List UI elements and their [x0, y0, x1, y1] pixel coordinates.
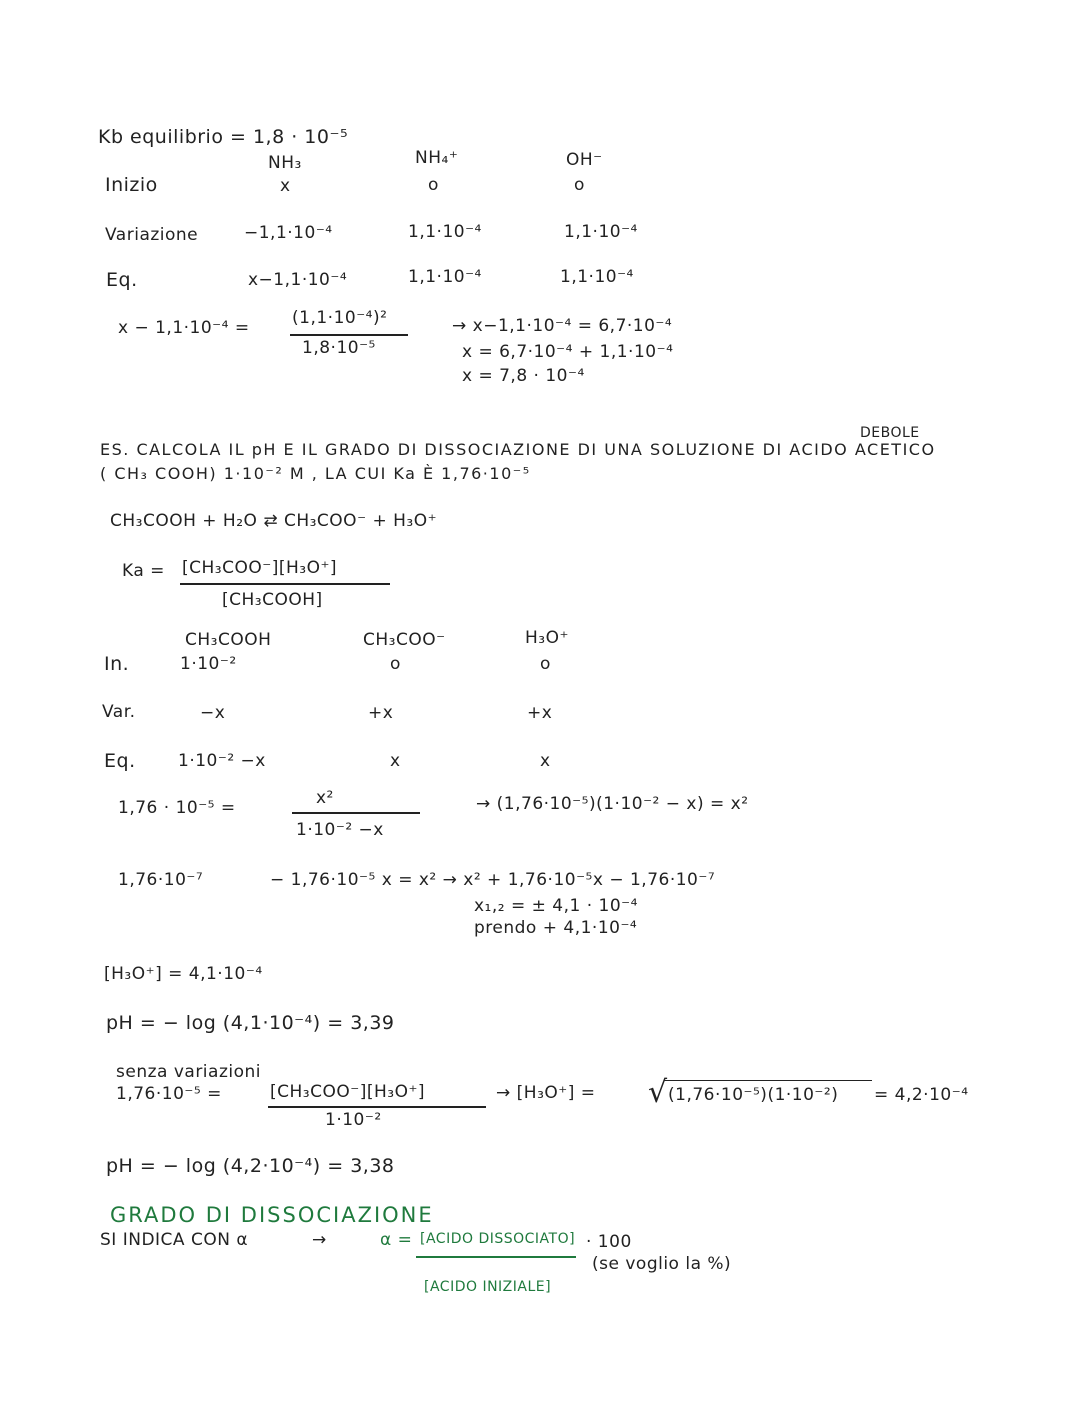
ka-lhs: Ka =	[122, 561, 165, 581]
inizio-nh3: x	[280, 176, 291, 196]
kb-fraction-bar	[290, 334, 408, 336]
in-ch3coo: o	[390, 654, 401, 674]
col-h3o: H₃O⁺	[525, 628, 569, 648]
exercise-line-1: ES. CALCOLA IL pH E IL GRADO DI DISSOCIAZIONE DI UNA SOLUZIONE DI ACIDO ACETICO	[100, 440, 936, 459]
kb-calc-denominator: 1,8·10⁻⁵	[302, 338, 376, 358]
eq-nh4: 1,1·10⁻⁴	[408, 267, 482, 287]
col-oh: OH⁻	[566, 150, 603, 170]
solve-denominator: 1·10⁻² −x	[296, 820, 384, 840]
solve-choice: prendo + 4,1·10⁻⁴	[474, 918, 638, 938]
col-nh3: NH₃	[268, 153, 302, 173]
solve-roots: x₁,₂ = ± 4,1 · 10⁻⁴	[474, 896, 638, 916]
dissociation-text: SI INDICA CON α	[100, 1230, 249, 1250]
eq-ch3cooh: 1·10⁻² −x	[178, 751, 266, 771]
alpha-fraction-bar	[416, 1256, 576, 1258]
ph-result-1: pH = − log (4,1·10⁻⁴) = 3,39	[106, 1012, 395, 1034]
inizio-oh: o	[574, 175, 585, 195]
in-h3o: o	[540, 654, 551, 674]
solve-numerator: x²	[316, 788, 334, 808]
row-variazione-label: Variazione	[105, 225, 199, 245]
row-in-label: In.	[104, 653, 130, 675]
in-ch3cooh: 1·10⁻²	[180, 654, 237, 674]
var-nh3: −1,1·10⁻⁴	[244, 223, 333, 243]
square-root-icon: √	[648, 1075, 668, 1110]
approx-label: senza variazioni	[116, 1062, 261, 1082]
percentage-note: (se voglio la %)	[592, 1254, 732, 1274]
debole-note: DEBOLE	[860, 425, 920, 441]
approx-lhs: 1,76·10⁻⁵ =	[116, 1084, 222, 1104]
solve-fraction-bar	[292, 812, 420, 814]
dissociation-arrow: →	[312, 1230, 327, 1250]
var-h3o: +x	[527, 703, 553, 723]
col-nh4: NH₄⁺	[415, 148, 459, 168]
kb-header: Kb equilibrio = 1,8 · 10⁻⁵	[98, 126, 349, 148]
approx-radicand: (1,76·10⁻⁵)(1·10⁻²)	[668, 1085, 839, 1105]
ka-numerator: [CH₃COO⁻][H₃O⁺]	[182, 558, 338, 578]
var-ch3coo: +x	[368, 703, 394, 723]
eq-oh: 1,1·10⁻⁴	[560, 267, 634, 287]
ka-denominator: [CH₃COOH]	[222, 590, 323, 610]
solve-step-a: 1,76·10⁻⁷	[118, 870, 204, 890]
reaction-equation: CH₃COOH + H₂O ⇄ CH₃COO⁻ + H₃O⁺	[110, 511, 438, 531]
eq-ch3coo: x	[390, 751, 401, 771]
var-nh4: 1,1·10⁻⁴	[408, 222, 482, 242]
solve-step-b: − 1,76·10⁻⁵ x = x² → x² + 1,76·10⁻⁵x − 1,76·10⁻⁷	[270, 870, 716, 890]
var-ch3cooh: −x	[200, 703, 226, 723]
approx-numerator: [CH₃COO⁻][H₃O⁺]	[270, 1082, 426, 1102]
var-oh: 1,1·10⁻⁴	[564, 222, 638, 242]
dissociation-heading: GRADO DI DISSOCIAZIONE	[110, 1203, 434, 1227]
solve-lhs: 1,76 · 10⁻⁵ =	[118, 798, 236, 818]
kb-calc-result-3: x = 7,8 · 10⁻⁴	[462, 366, 585, 386]
approx-denominator: 1·10⁻²	[325, 1110, 382, 1130]
eq-h3o: x	[540, 751, 551, 771]
ph-result-2: pH = − log (4,2·10⁻⁴) = 3,38	[106, 1155, 395, 1177]
exercise-line-2: ( CH₃ COOH) 1·10⁻² M , LA CUI Ka È 1,76·10⁻⁵	[100, 464, 531, 483]
ka-fraction-bar	[180, 583, 390, 585]
approx-result: = 4,2·10⁻⁴	[874, 1085, 969, 1105]
inizio-nh4: o	[428, 175, 439, 195]
kb-calc-result-1: → x−1,1·10⁻⁴ = 6,7·10⁻⁴	[452, 316, 673, 336]
kb-calc-numerator: (1,1·10⁻⁴)²	[292, 308, 388, 328]
approx-fraction-bar	[268, 1106, 486, 1108]
row-var-label: Var.	[102, 702, 136, 722]
col-ch3cooh: CH₃COOH	[185, 630, 272, 650]
row-eq-label-acid: Eq.	[104, 750, 136, 772]
col-ch3coo: CH₃COO⁻	[363, 630, 446, 650]
approx-arrow: → [H₃O⁺] =	[496, 1083, 596, 1103]
h3o-concentration: [H₃O⁺] = 4,1·10⁻⁴	[104, 964, 263, 984]
kb-calc-result-2: x = 6,7·10⁻⁴ + 1,1·10⁻⁴	[462, 342, 674, 362]
kb-calc-lhs: x − 1,1·10⁻⁴ =	[118, 318, 250, 338]
row-inizio-label: Inizio	[105, 174, 158, 196]
alpha-denominator: [ACIDO INIZIALE]	[424, 1279, 552, 1295]
row-eq-label: Eq.	[106, 269, 138, 291]
alpha-numerator: [ACIDO DISSOCIATO]	[420, 1231, 576, 1247]
alpha-times-100: · 100	[586, 1232, 632, 1252]
alpha-label: α =	[380, 1230, 413, 1250]
eq-nh3: x−1,1·10⁻⁴	[248, 270, 348, 290]
square-root-bar	[664, 1080, 872, 1081]
solve-expanded: → (1,76·10⁻⁵)(1·10⁻² − x) = x²	[476, 794, 749, 814]
